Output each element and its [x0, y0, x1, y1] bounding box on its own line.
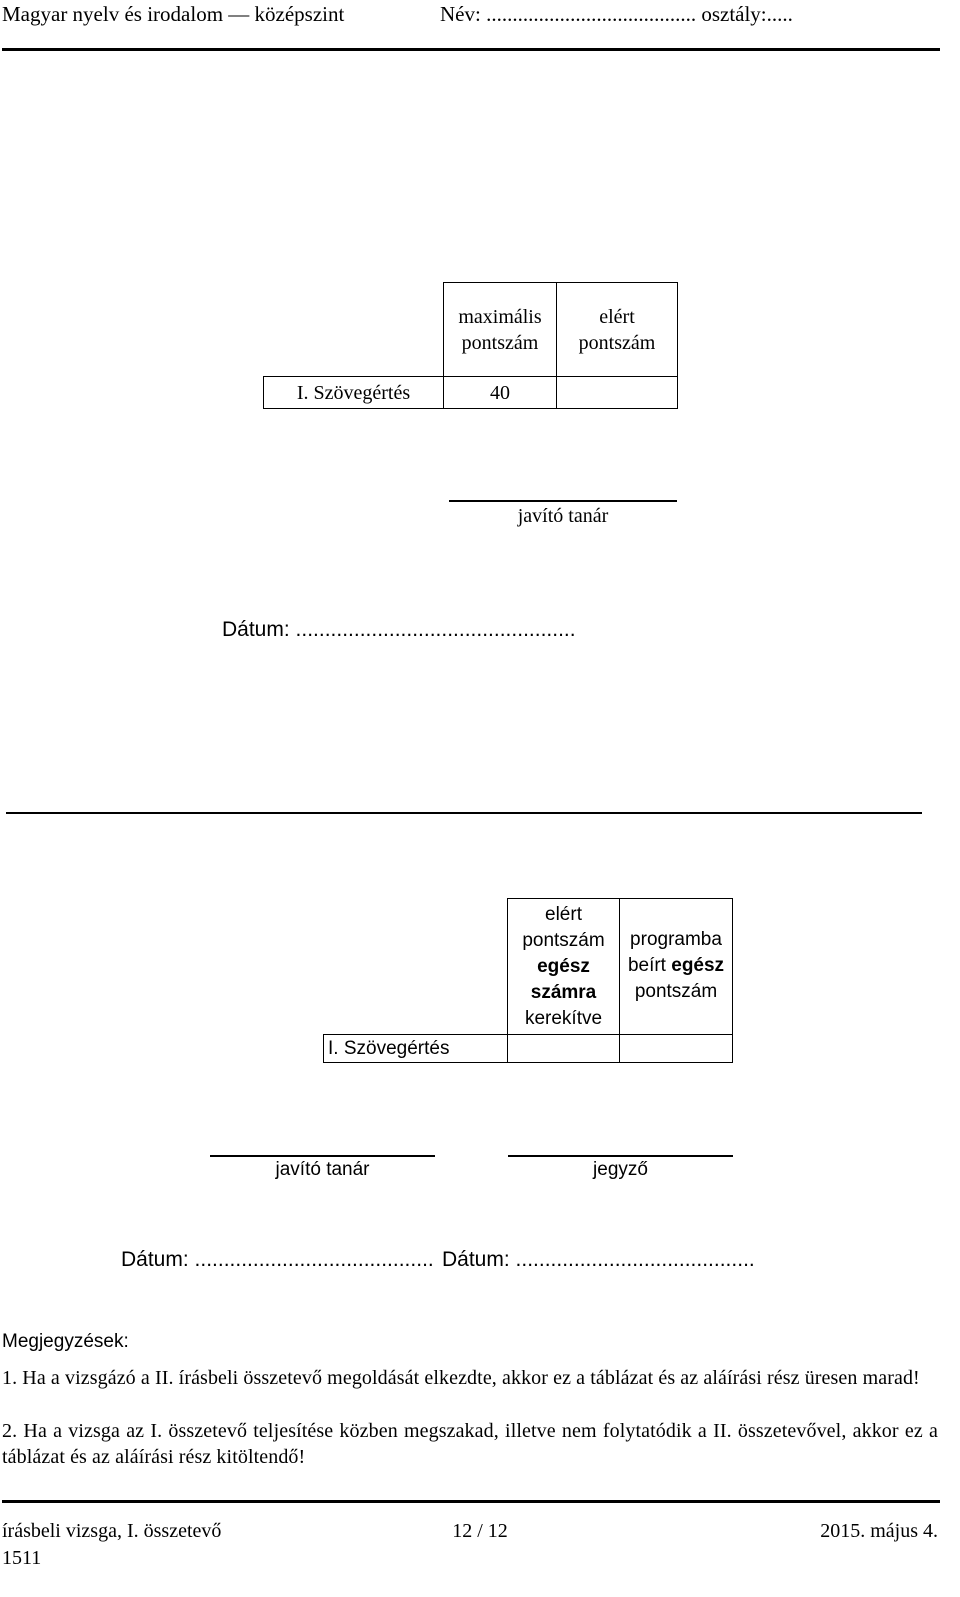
- signature-label-teacher-2: javító tanár: [275, 1159, 370, 1180]
- col-header-rounded: elért pontszám egész számra kerekítve: [507, 898, 620, 1034]
- footer-exam-part: írásbeli vizsga, I. összetevő: [2, 1520, 222, 1542]
- col-header-program: programba beírt egész pontszám: [620, 898, 733, 1034]
- date-field-notary[interactable]: Dátum: .........................................: [442, 1248, 755, 1271]
- date-field-teacher[interactable]: Dátum: .........................................: [121, 1248, 434, 1271]
- footer-date: 2015. május 4.: [820, 1520, 938, 1542]
- signature-label-teacher-1: javító tanár: [517, 505, 609, 527]
- row-label-szovegertes-2: I. Szövegértés: [323, 1034, 507, 1063]
- header-name-class: Név: ........................................ osztály:.....: [440, 2, 793, 26]
- header-title: Magyar nyelv és irodalom — középszint: [2, 2, 345, 26]
- program-score-field[interactable]: [620, 1034, 733, 1063]
- note-item-2: 2. Ha a vizsga az I. összetevő teljesítése közben megszakad, illetve nem folytatódik a II. összetevővel, akkor ez a táblázat és az aláírási rész kitöltendő!: [2, 1420, 938, 1468]
- date-field-1[interactable]: Dátum: ................................................: [222, 618, 576, 641]
- footer-code: 1511: [2, 1547, 42, 1569]
- signature-label-notary: jegyző: [593, 1159, 648, 1180]
- signature-line-teacher-1[interactable]: [449, 500, 677, 502]
- section-separator: [6, 812, 922, 814]
- page-number: 12 / 12: [452, 1520, 508, 1542]
- note-item-1: 1. Ha a vizsgázó a II. írásbeli összetevő megoldását elkezdte, akkor ez a táblázat és az aláírási rész üresen marad!: [2, 1367, 920, 1389]
- signature-line-notary[interactable]: [508, 1155, 733, 1157]
- notes-title: Megjegyzések:: [2, 1331, 129, 1352]
- col-header-max: maximális pontszám: [443, 282, 557, 376]
- signature-line-teacher-2[interactable]: [210, 1155, 435, 1157]
- row-label-szovegertes: I. Szövegértés: [263, 376, 443, 409]
- max-score-cell: 40: [443, 376, 557, 409]
- col-header-elert: elért pontszám: [557, 282, 678, 376]
- footer-rule: [2, 1500, 940, 1503]
- rounded-score-field[interactable]: [507, 1034, 620, 1063]
- earned-score-field[interactable]: [557, 376, 678, 409]
- header-rule: [2, 48, 940, 51]
